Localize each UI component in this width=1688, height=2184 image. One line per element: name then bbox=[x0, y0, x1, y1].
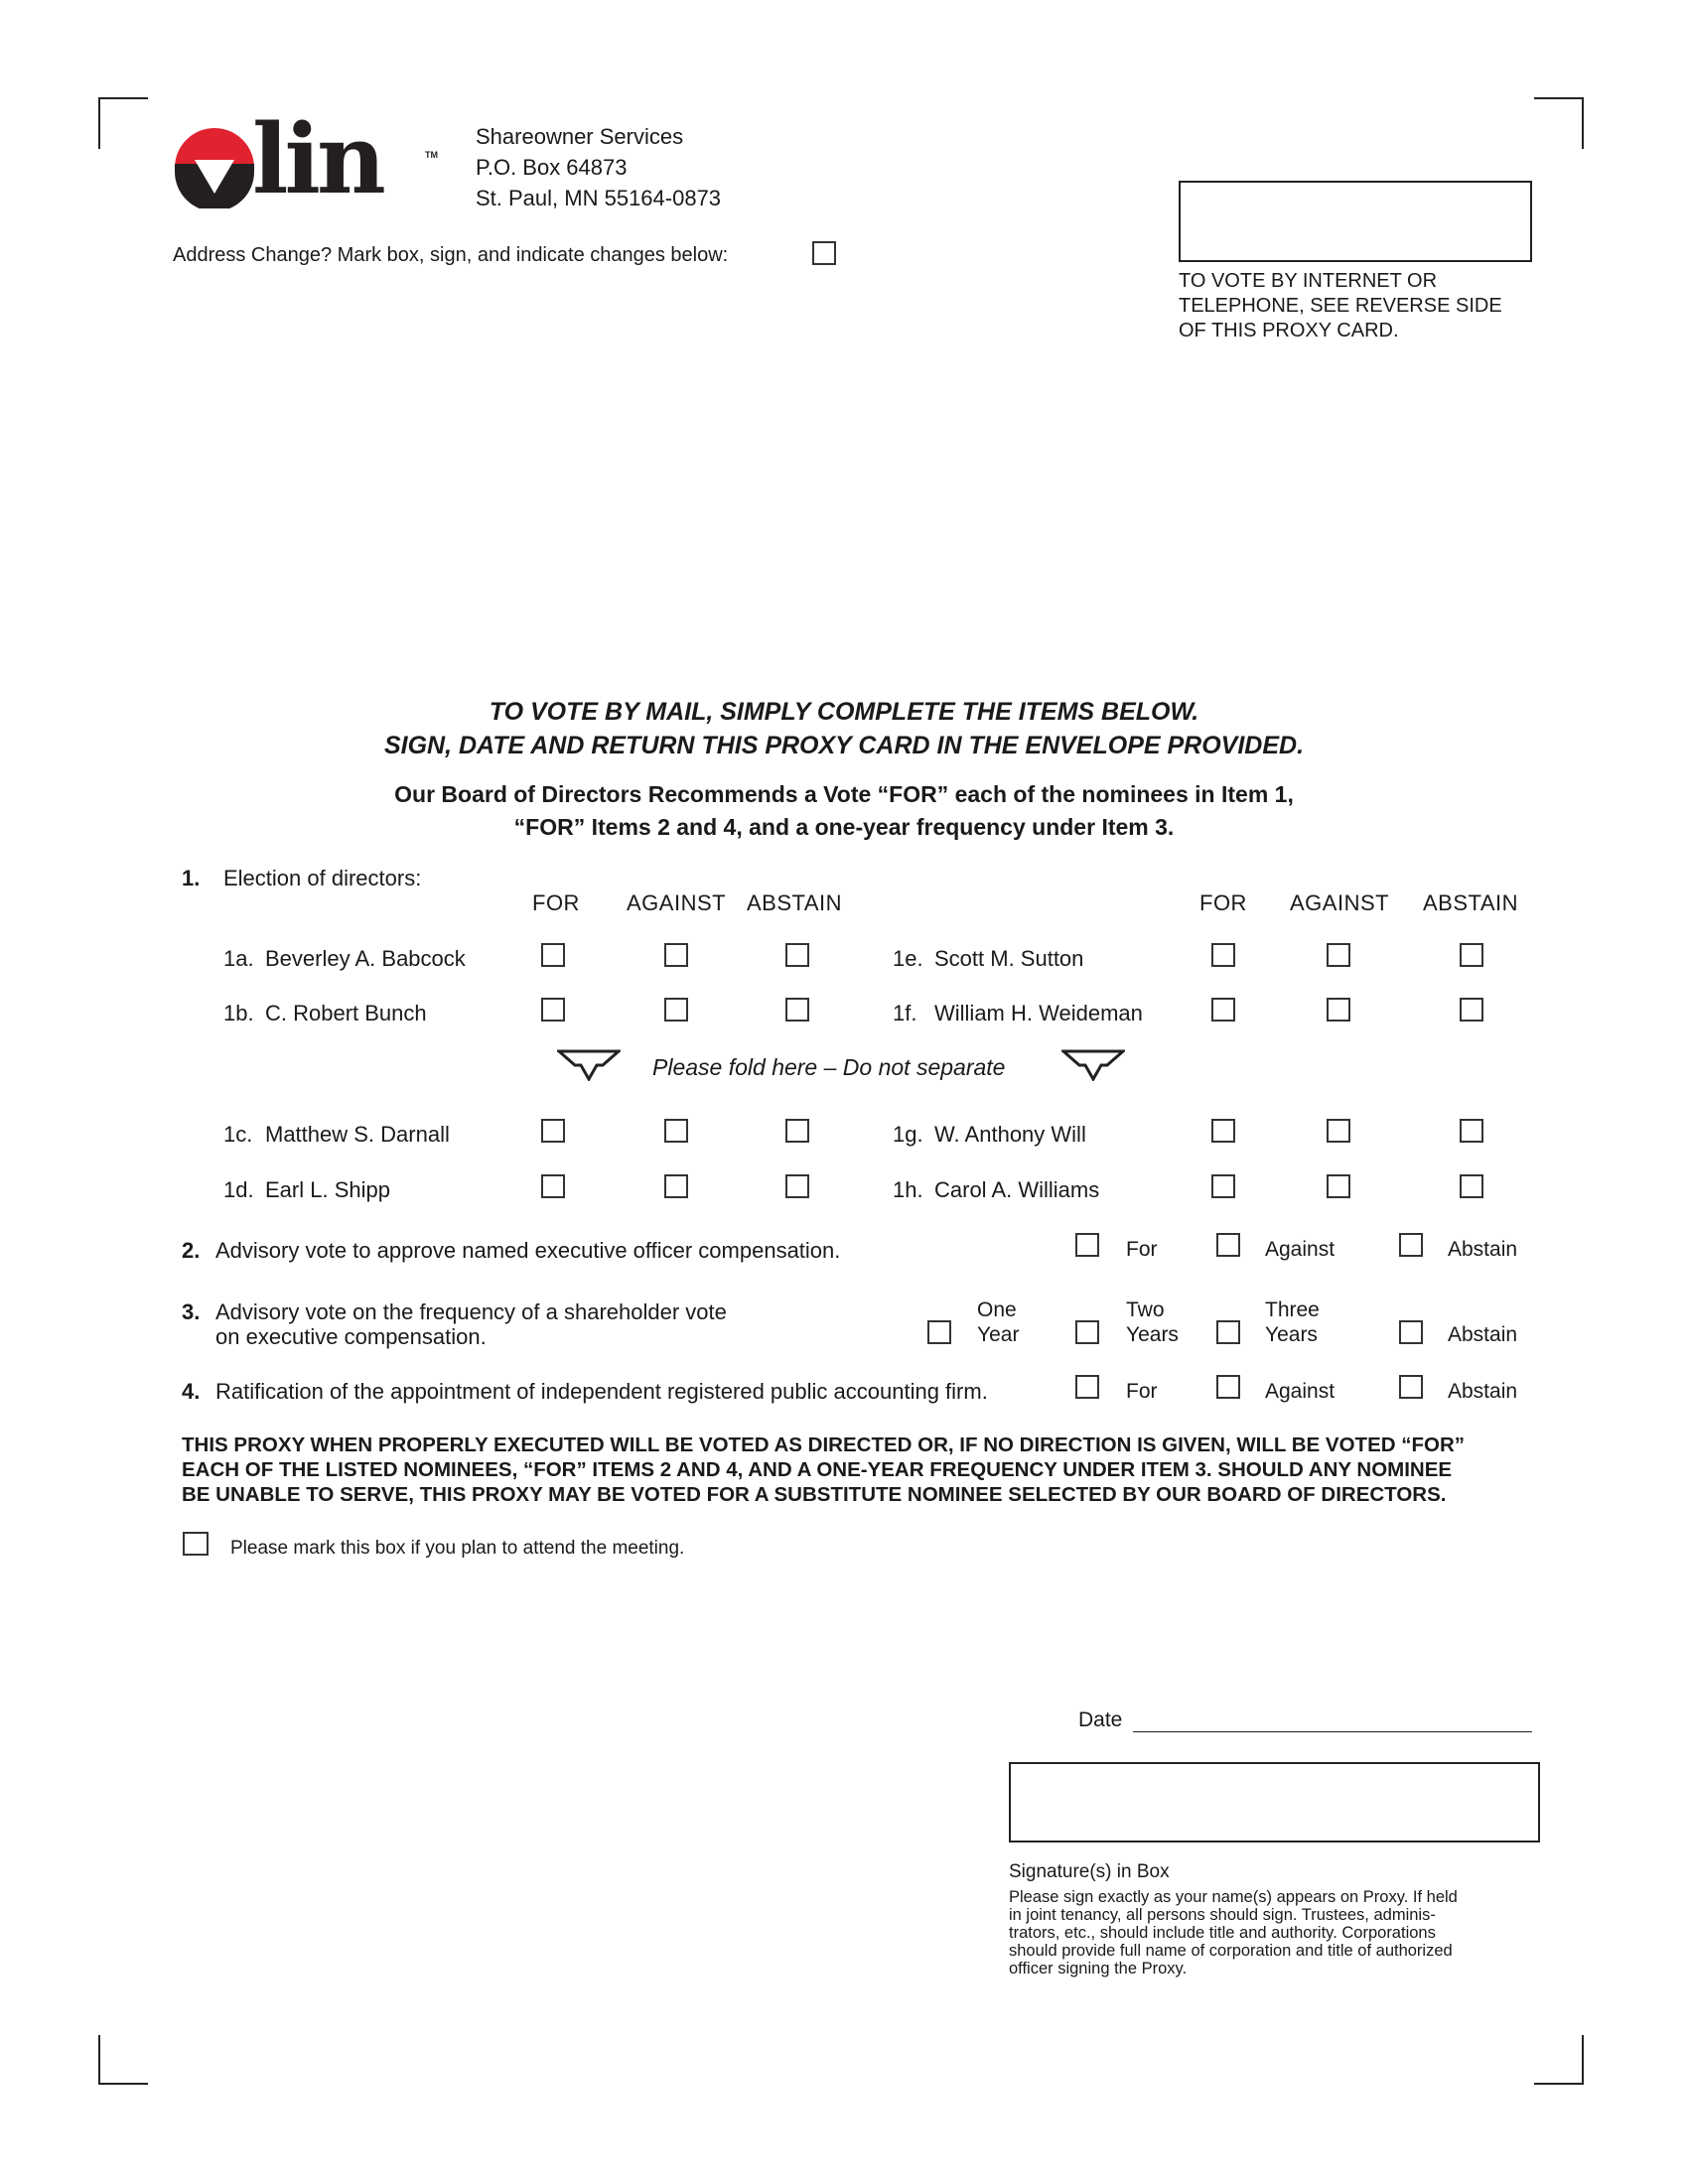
item3-one-year-label-line-1: One bbox=[977, 1298, 1017, 1321]
item4-against-label: Against bbox=[1265, 1380, 1336, 1403]
mail-instructions-line-2: SIGN, DATE AND RETURN THIS PROXY CARD IN THE ENVELOPE PROVIDED. bbox=[383, 732, 1305, 759]
nominee-1e-id: 1e. bbox=[893, 946, 923, 971]
nominee-1b-name: C. Robert Bunch bbox=[265, 1001, 427, 1025]
control-number-box bbox=[1179, 181, 1532, 262]
trademark-symbol: TM bbox=[425, 150, 438, 160]
item3-one-year-label bbox=[977, 1297, 1019, 1347]
signature-instructions bbox=[1009, 1888, 1540, 1978]
nominee-1g-for-checkbox[interactable] bbox=[1211, 1119, 1235, 1143]
address-line: P.O. Box 64873 bbox=[476, 155, 628, 180]
item4-abstain-label: Abstain bbox=[1448, 1380, 1518, 1403]
item3-three-years-label bbox=[1265, 1297, 1320, 1347]
item2-number: 2. bbox=[182, 1238, 201, 1263]
nominee-1f-abstain-checkbox[interactable] bbox=[1460, 998, 1483, 1022]
item3-number: 3. bbox=[182, 1299, 201, 1324]
item4-text: Ratification of the appointment of independent registered public accounting firm. bbox=[215, 1379, 988, 1404]
nominee-1a-for-checkbox[interactable] bbox=[541, 943, 565, 967]
nominee-1b-abstain-checkbox[interactable] bbox=[785, 998, 809, 1022]
nominee-1d-abstain-checkbox[interactable] bbox=[785, 1174, 809, 1198]
nominee-1h-for-checkbox[interactable] bbox=[1211, 1174, 1235, 1198]
nominee-1d-for-checkbox[interactable] bbox=[541, 1174, 565, 1198]
nominee-1h-name: Carol A. Williams bbox=[934, 1177, 1100, 1202]
return-address bbox=[476, 121, 721, 213]
nominee-1b-id: 1b. bbox=[223, 1001, 254, 1025]
signature-box[interactable] bbox=[1009, 1762, 1540, 1843]
item2-abstain-checkbox[interactable] bbox=[1399, 1233, 1423, 1257]
nominee-1d-against-checkbox[interactable] bbox=[664, 1174, 688, 1198]
col-header-for-left: FOR bbox=[532, 890, 580, 915]
nominee-1a-against-checkbox[interactable] bbox=[664, 943, 688, 967]
item3-text-line-2: on executive compensation. bbox=[215, 1324, 487, 1349]
mail-instructions-line-1: TO VOTE BY MAIL, SIMPLY COMPLETE THE ITEMS BELOW. bbox=[489, 698, 1199, 726]
olin-logo bbox=[173, 103, 441, 215]
address-change-label: Address Change? Mark box, sign, and indicate changes below: bbox=[173, 244, 729, 266]
item3-abstain-checkbox[interactable] bbox=[1399, 1320, 1423, 1344]
nominee-1a-id: 1a. bbox=[223, 946, 254, 971]
nominee-1b-against-checkbox[interactable] bbox=[664, 998, 688, 1022]
nominee-1d-id: 1d. bbox=[223, 1177, 254, 1202]
nominee-1h-id: 1h. bbox=[893, 1177, 923, 1202]
nominee-1b-for-checkbox[interactable] bbox=[541, 998, 565, 1022]
signature-instructions-line: officer signing the Proxy. bbox=[1009, 1960, 1188, 1978]
crop-mark-bottom-right bbox=[1534, 2035, 1584, 2085]
vote-notice bbox=[1179, 269, 1502, 343]
address-line: St. Paul, MN 55164-0873 bbox=[476, 186, 722, 210]
proxy-disclaimer-line: BE UNABLE TO SERVE, THIS PROXY MAY BE VOTED FOR A SUBSTITUTE NOMINEE SELECTED BY OUR BOARD OF DIRECTORS. bbox=[182, 1483, 1447, 1506]
attend-meeting-label: Please mark this box if you plan to attend the meeting. bbox=[230, 1538, 685, 1559]
nominee-1d-name: Earl L. Shipp bbox=[265, 1177, 390, 1202]
nominee-1e-against-checkbox[interactable] bbox=[1327, 943, 1350, 967]
item2-against-checkbox[interactable] bbox=[1216, 1233, 1240, 1257]
nominee-1c-for-checkbox[interactable] bbox=[541, 1119, 565, 1143]
nominee-1g-id: 1g. bbox=[893, 1122, 923, 1147]
address-change-checkbox[interactable] bbox=[812, 241, 836, 265]
vote-notice-line: TO VOTE BY INTERNET OR bbox=[1179, 270, 1438, 292]
col-header-abstain-left: ABSTAIN bbox=[747, 890, 843, 915]
nominee-1f-id: 1f. bbox=[893, 1001, 917, 1025]
address-line: Shareowner Services bbox=[476, 124, 684, 149]
crop-mark-top-right bbox=[1534, 97, 1584, 149]
item3-text-line-1: Advisory vote on the frequency of a shareholder vote bbox=[215, 1299, 727, 1324]
signature-instructions-line: trators, etc., should include title and authority. Corporations bbox=[1009, 1924, 1436, 1942]
item3-one-year-label-line-2: Year bbox=[977, 1323, 1020, 1346]
nominee-1c-name: Matthew S. Darnall bbox=[265, 1122, 450, 1147]
fold-arrow-right-icon bbox=[1061, 1049, 1125, 1081]
nominee-1f-name: William H. Weideman bbox=[934, 1001, 1143, 1025]
nominee-1h-abstain-checkbox[interactable] bbox=[1460, 1174, 1483, 1198]
vote-notice-line: OF THIS PROXY CARD. bbox=[1179, 320, 1399, 341]
crop-mark-top-left bbox=[98, 97, 148, 149]
col-header-against-right: AGAINST bbox=[1290, 890, 1390, 915]
vote-notice-line: TELEPHONE, SEE REVERSE SIDE bbox=[1179, 295, 1502, 317]
mail-instructions bbox=[0, 695, 1688, 762]
item4-for-checkbox[interactable] bbox=[1075, 1375, 1099, 1399]
col-header-abstain-right: ABSTAIN bbox=[1423, 890, 1519, 915]
proxy-disclaimer bbox=[182, 1433, 1542, 1507]
item2-abstain-label: Abstain bbox=[1448, 1238, 1518, 1261]
item3-two-years-checkbox[interactable] bbox=[1075, 1320, 1099, 1344]
nominee-1g-against-checkbox[interactable] bbox=[1327, 1119, 1350, 1143]
item3-three-years-label-line-2: Years bbox=[1265, 1323, 1318, 1346]
nominee-1e-abstain-checkbox[interactable] bbox=[1460, 943, 1483, 967]
col-header-against-left: AGAINST bbox=[627, 890, 727, 915]
item2-for-label: For bbox=[1126, 1238, 1158, 1261]
proxy-disclaimer-line: EACH OF THE LISTED NOMINEES, “FOR” ITEMS 2 AND 4, AND A ONE-YEAR FREQUENCY UNDER ITEM 3. SHOULD ANY NOMINEE bbox=[182, 1458, 1453, 1481]
item4-for-label: For bbox=[1126, 1380, 1158, 1403]
item1-number: 1. bbox=[182, 866, 201, 890]
item4-against-checkbox[interactable] bbox=[1216, 1375, 1240, 1399]
nominee-1f-for-checkbox[interactable] bbox=[1211, 998, 1235, 1022]
board-recommendation bbox=[0, 778, 1688, 844]
fold-instruction: Please fold here – Do not separate bbox=[652, 1054, 1006, 1080]
nominee-1e-name: Scott M. Sutton bbox=[934, 946, 1084, 971]
nominee-1c-id: 1c. bbox=[223, 1122, 253, 1147]
item2-for-checkbox[interactable] bbox=[1075, 1233, 1099, 1257]
date-line[interactable] bbox=[1133, 1731, 1532, 1732]
fold-arrow-left-icon bbox=[557, 1049, 621, 1081]
item4-abstain-checkbox[interactable] bbox=[1399, 1375, 1423, 1399]
item2-against-label: Against bbox=[1265, 1238, 1336, 1261]
crop-mark-bottom-left bbox=[98, 2035, 148, 2085]
attend-meeting-checkbox[interactable] bbox=[183, 1532, 209, 1556]
board-recommendation-line-1: Our Board of Directors Recommends a Vote “FOR” each of the nominees in Item 1, bbox=[394, 781, 1294, 807]
nominee-1f-against-checkbox[interactable] bbox=[1327, 998, 1350, 1022]
signature-instructions-line: should provide full name of corporation and title of authorized bbox=[1009, 1942, 1453, 1960]
item3-two-years-label-line-1: Two bbox=[1126, 1298, 1165, 1321]
item3-three-years-label-line-1: Three bbox=[1265, 1298, 1320, 1321]
item2-text: Advisory vote to approve named executive officer compensation. bbox=[215, 1238, 841, 1263]
proxy-disclaimer-line: THIS PROXY WHEN PROPERLY EXECUTED WILL BE VOTED AS DIRECTED OR, IF NO DIRECTION IS GIVEN, WILL BE VOTED “FOR” bbox=[182, 1433, 1466, 1456]
nominee-1h-against-checkbox[interactable] bbox=[1327, 1174, 1350, 1198]
item3-one-year-checkbox[interactable] bbox=[927, 1320, 951, 1344]
signature-instructions-line: Please sign exactly as your name(s) appears on Proxy. If held bbox=[1009, 1888, 1458, 1906]
nominee-1a-abstain-checkbox[interactable] bbox=[785, 943, 809, 967]
date-label: Date bbox=[1078, 1708, 1123, 1731]
nominee-1g-abstain-checkbox[interactable] bbox=[1460, 1119, 1483, 1143]
signature-instructions-line: in joint tenancy, all persons should sign. Trustees, adminis- bbox=[1009, 1906, 1436, 1924]
item1-title: Election of directors: bbox=[223, 866, 422, 890]
olin-logo-wordmark: lin bbox=[252, 103, 382, 215]
item3-two-years-label-line-2: Years bbox=[1126, 1323, 1179, 1346]
signature-label: Signature(s) in Box bbox=[1009, 1861, 1170, 1882]
item3-three-years-checkbox[interactable] bbox=[1216, 1320, 1240, 1344]
nominee-1e-for-checkbox[interactable] bbox=[1211, 943, 1235, 967]
col-header-for-right: FOR bbox=[1199, 890, 1247, 915]
item4-number: 4. bbox=[182, 1379, 201, 1404]
item3-two-years-label bbox=[1126, 1297, 1179, 1347]
nominee-1c-against-checkbox[interactable] bbox=[664, 1119, 688, 1143]
nominee-1g-name: W. Anthony Will bbox=[934, 1122, 1086, 1147]
nominee-1a-name: Beverley A. Babcock bbox=[265, 946, 466, 971]
nominee-1c-abstain-checkbox[interactable] bbox=[785, 1119, 809, 1143]
item3-abstain-label: Abstain bbox=[1448, 1323, 1518, 1346]
board-recommendation-line-2: “FOR” Items 2 and 4, and a one-year frequency under Item 3. bbox=[513, 814, 1175, 840]
